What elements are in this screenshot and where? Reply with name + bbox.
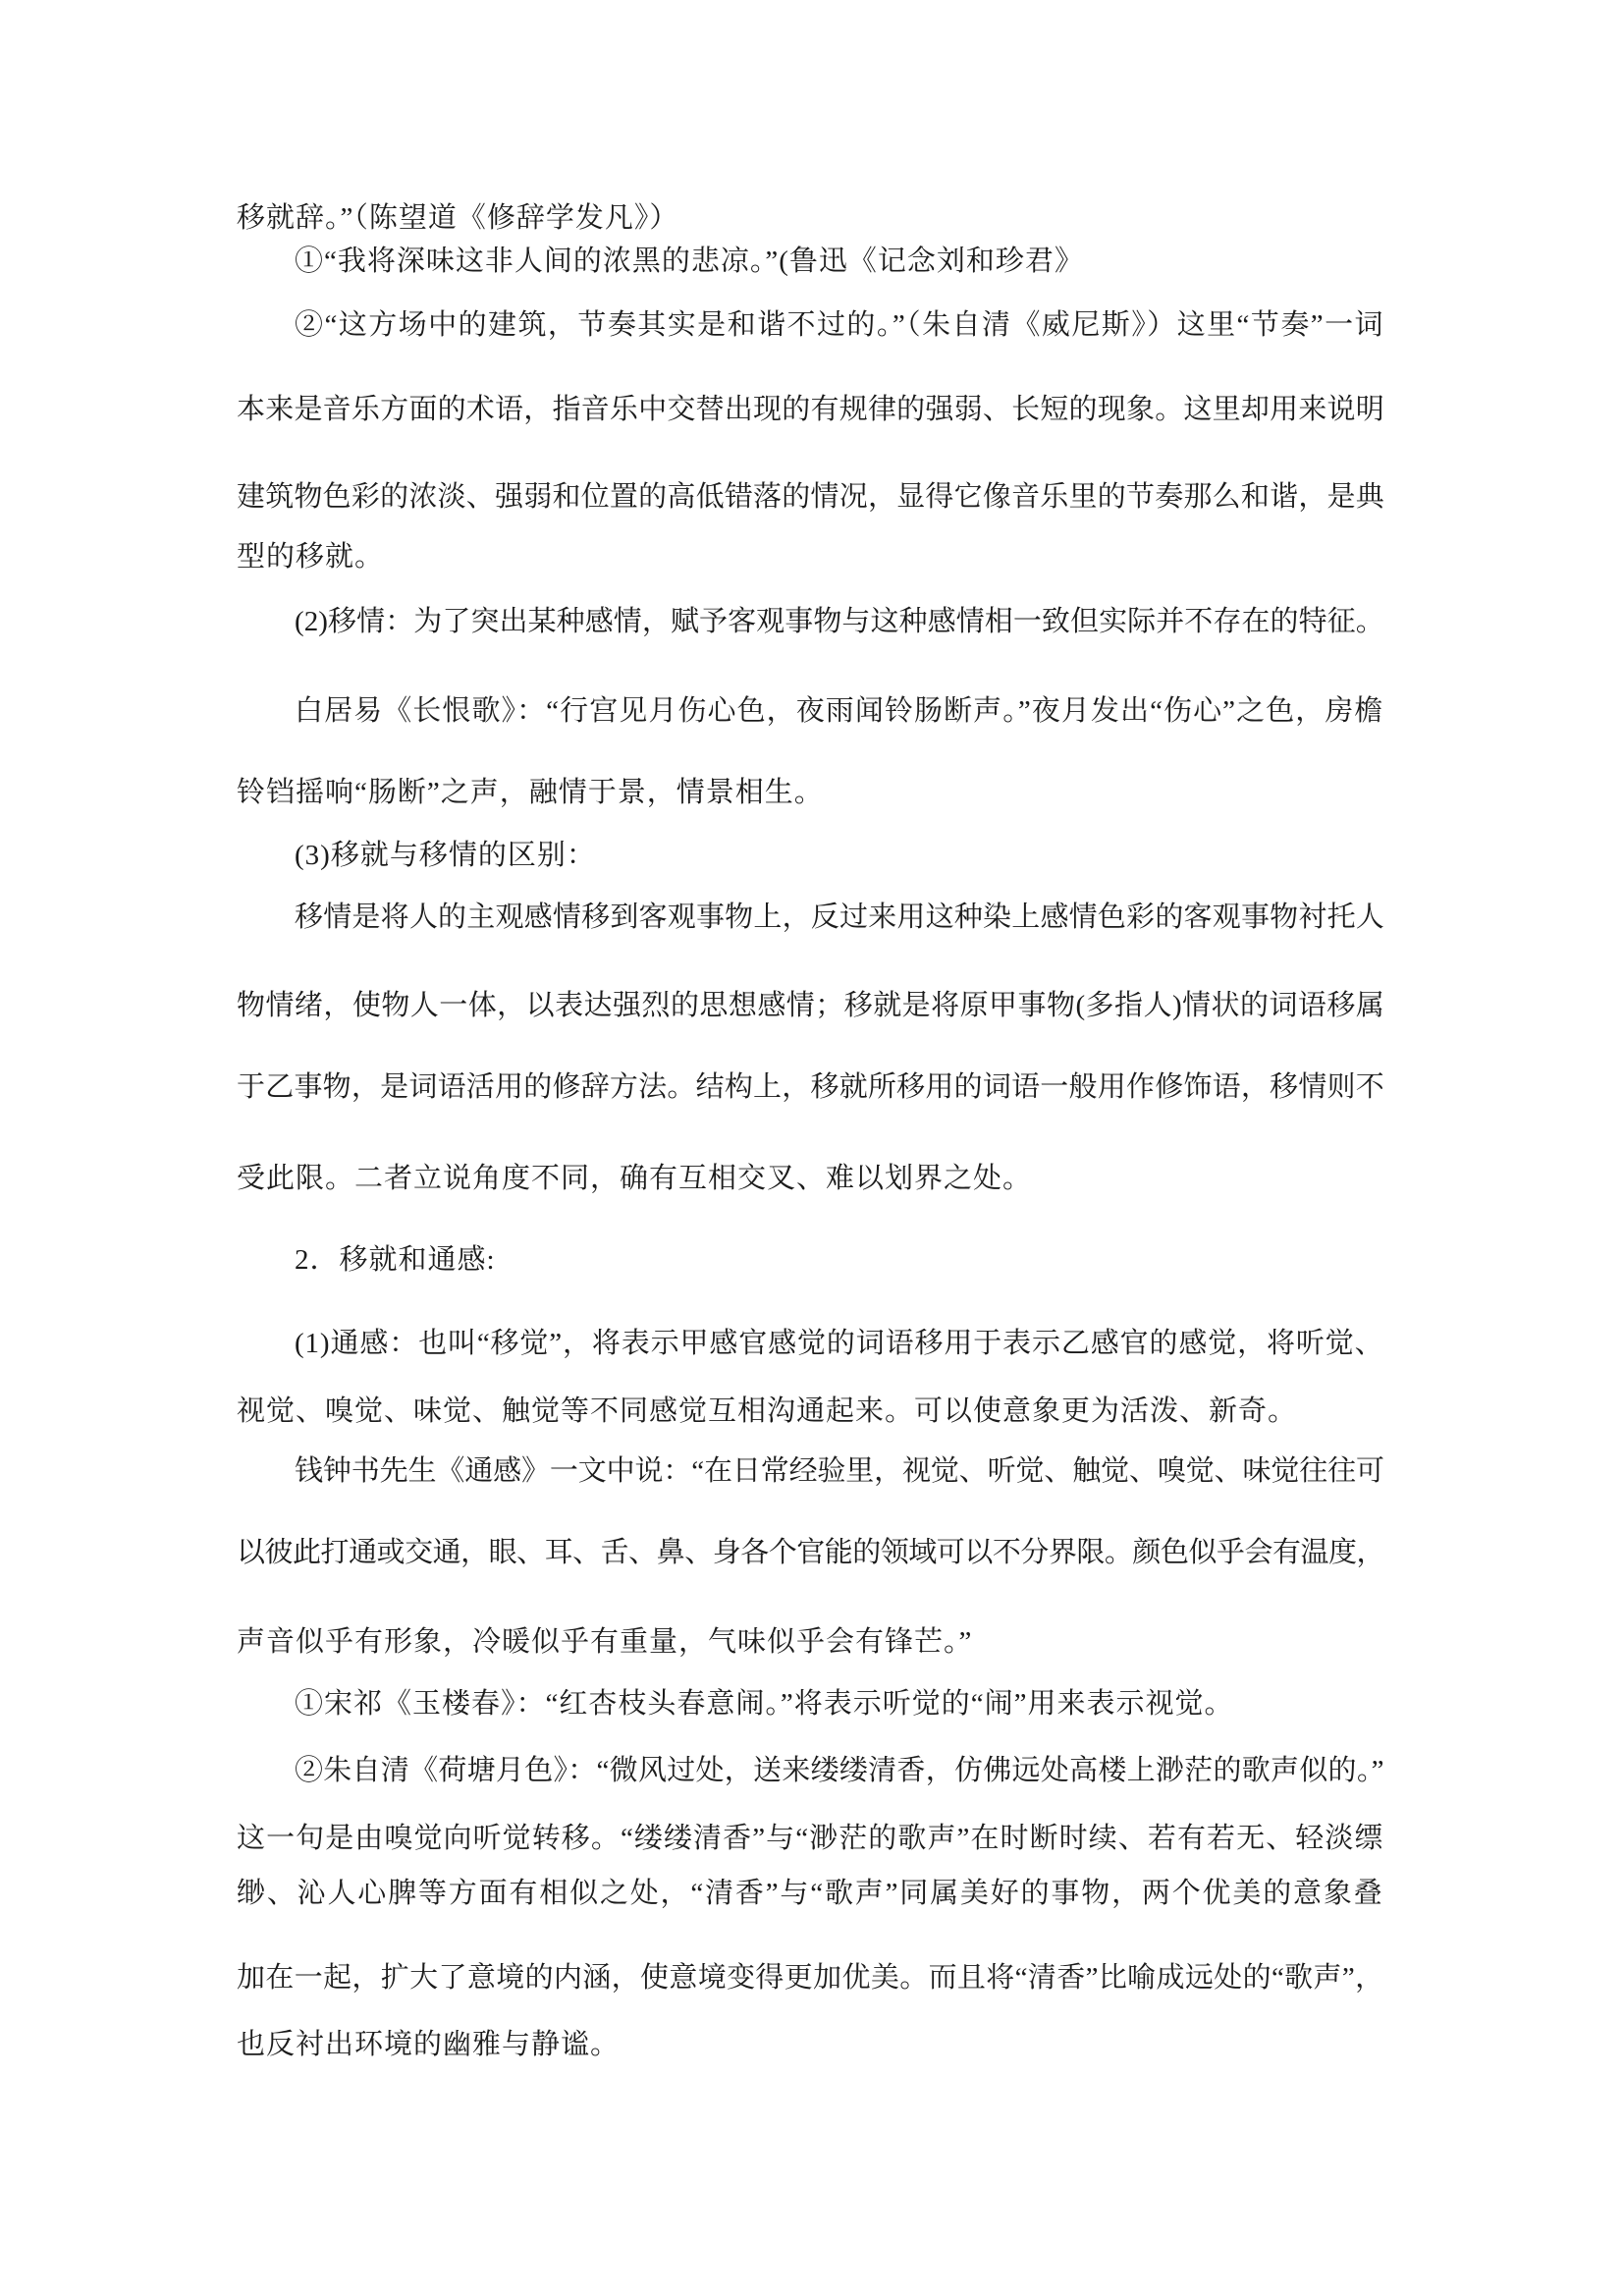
text-line: ②“这方场中的建筑，节奏其实是和谐不过的。”（朱自清《威尼斯》）这里“节奏”一词 (295, 309, 1384, 341)
text-line: 2．移就和通感: (295, 1244, 496, 1276)
text-line: 移就辞。”（陈望道《修辞学发凡》） (237, 202, 679, 234)
text-line: 本来是音乐方面的术语，指音乐中交替出现的有规律的强弱、长短的现象。这里却用来说明 (237, 394, 1385, 425)
text-line: (1)通感：也叫“移觉”，将表示甲感官感觉的词语移用于表示乙感官的感觉，将听觉、 (295, 1328, 1384, 1359)
text-line: 加在一起，扩大了意境的内涵，使意境变得更加优美。而且将“清香”比喻成远处的“歌声”， (237, 1962, 1384, 1994)
text-line: 钱钟书先生《通感》一文中说：“在日常经验里，视觉、听觉、触觉、嗅觉、味觉往往可 (295, 1455, 1384, 1487)
text-line: 移情是将人的主观感情移到客观事物上，反过来用这种染上感情色彩的客观事物衬托人 (295, 902, 1385, 933)
text-line: ①宋祁《玉楼春》：“红杏枝头春意闹。”将表示听觉的“闹”用来表示视觉。 (295, 1688, 1234, 1720)
text-line: (2)移情：为了突出某种感情，赋予客观事物与这种感情相一致但实际并不存在的特征。 (295, 606, 1384, 637)
text-line: 声音似乎有形象，冷暖似乎有重量，气味似乎会有锋芒。” (237, 1626, 973, 1658)
text-line: 视觉、嗅觉、味觉、触觉等不同感觉互相沟通起来。可以使意象更为活泼、新奇。 (237, 1395, 1298, 1427)
text-line: 受此限。二者立说角度不同，确有互相交叉、难以划界之处。 (237, 1163, 1033, 1194)
text-line: 也反衬出环境的幽雅与静谧。 (237, 2029, 621, 2060)
text-line: 建筑物色彩的浓淡、强弱和位置的高低错落的情况，显得它像音乐里的节奏那么和谐，是典 (237, 481, 1385, 513)
text-line: 物情绪，使物人一体，以表达强烈的思想感情；移就是将原甲事物(多指人)情状的词语移属 (237, 990, 1385, 1021)
text-line: 于乙事物，是词语活用的修辞方法。结构上，移就所移用的词语一般用作修饰语，移情则不 (237, 1071, 1385, 1103)
text-line: 铃铛摇响“肠断”之声，融情于景，情景相生。 (237, 777, 824, 808)
text-line: 以彼此打通或交通，眼、耳、舌、鼻、身各个官能的领域可以不分界限。颜色似乎会有温度， (237, 1537, 1385, 1568)
text-line: 缈、沁人心脾等方面有相似之处，“清香”与“歌声”同属美好的事物，两个优美的意象叠 (237, 1878, 1384, 1909)
text-line: (3)移就与移情的区别： (295, 840, 596, 871)
text-line: 型的移就。 (237, 541, 385, 573)
text-line: ①“我将深味这非人间的浓黑的悲凉。”(鲁迅《记念刘和珍君》 (295, 246, 1084, 277)
text-line: 这一句是由嗅觉向听觉转移。“缕缕清香”与“渺茫的歌声”在时断时续、若有若无、轻淡缥 (237, 1823, 1384, 1854)
text-line: 白居易《长恨歌》：“行宫见月伤心色，夜雨闻铃肠断声。”夜月发出“伤心”之色，房檐 (295, 695, 1384, 727)
text-line: ②朱自清《荷塘月色》：“微风过处，送来缕缕清香，仿佛远处高楼上渺茫的歌声似的。” (295, 1755, 1384, 1786)
